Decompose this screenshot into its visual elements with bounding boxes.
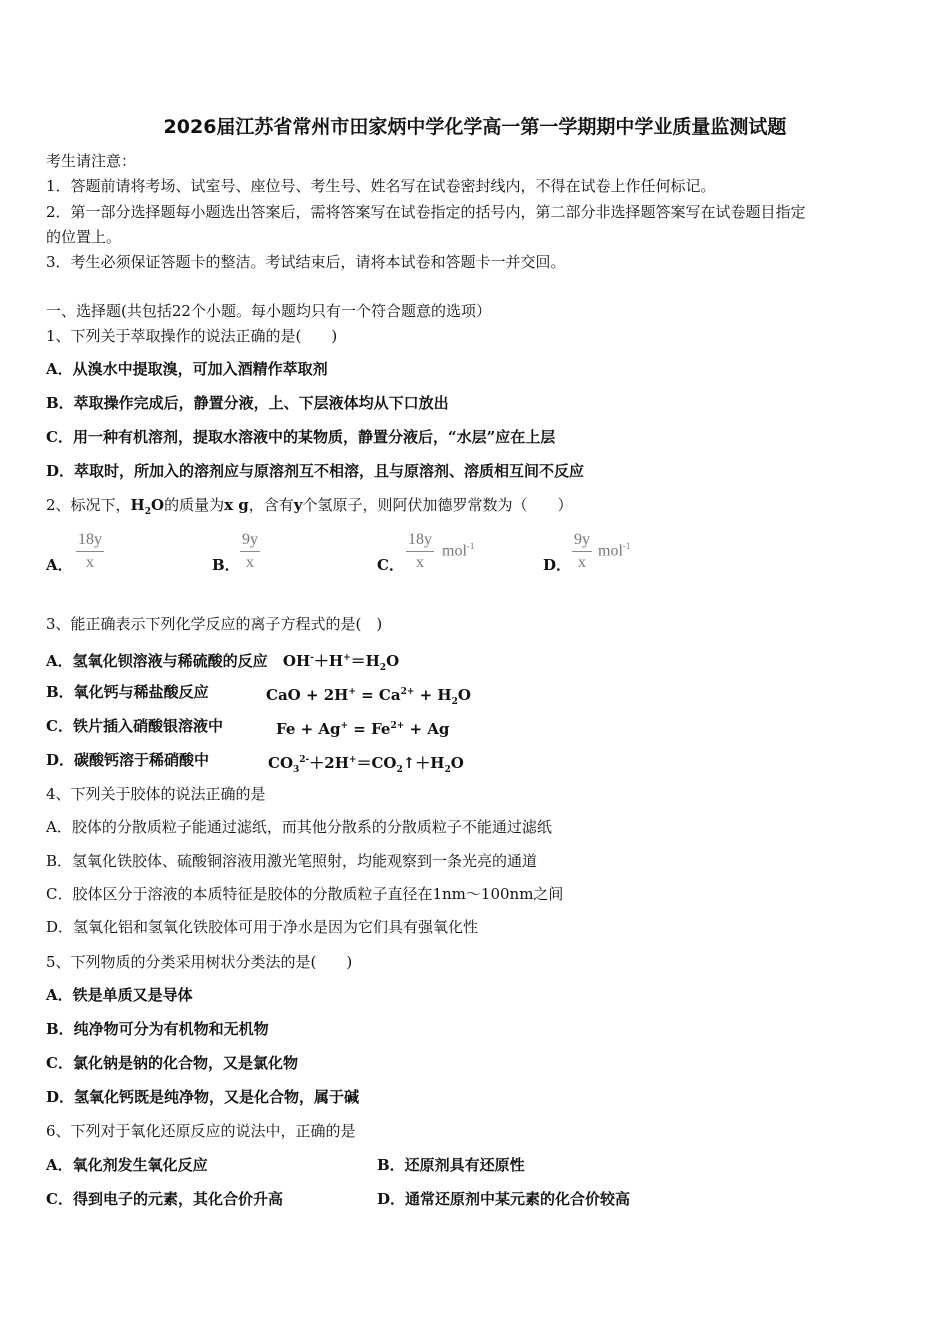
question-5-option-d: D．氢氧化钙既是纯净物，又是化合物，属于碱 bbox=[46, 1088, 360, 1106]
question-1-stem: 1、下列关于萃取操作的说法正确的是( ) bbox=[46, 327, 338, 345]
question-3-option-c: C．铁片插入硝酸银溶液中 bbox=[46, 717, 223, 735]
question-2-option-d-fraction: 9y x bbox=[574, 531, 590, 571]
question-2-option-c-unit: mol$^{-1}$ bbox=[442, 541, 475, 560]
question-2-option-c-label: C． bbox=[377, 556, 404, 574]
notice-item: 3．考生必须保证答题卡的整洁。考试结束后，请将本试卷和答题卡一并交回。 bbox=[46, 253, 566, 271]
question-4-option-a: A．胶体的分散质粒子能通过滤纸，而其他分散系的分散质粒子不能通过滤纸 bbox=[46, 818, 552, 836]
question-4-option-d: D．氢氧化铝和氢氧化铁胶体可用于净水是因为它们具有强氧化性 bbox=[46, 918, 479, 936]
question-2-option-b-fraction: 9y x bbox=[242, 531, 258, 571]
question-2-option-a-fraction: 18y x bbox=[78, 531, 102, 571]
question-5-option-a: A．铁是单质又是导体 bbox=[46, 986, 193, 1004]
notice-item: 1．答题前请将考场、试室号、座位号、考生号、姓名写在试卷密封线内，不得在试卷上作任何标记。 bbox=[46, 177, 716, 195]
question-6-option-a: A．氧化剂发生氧化反应 bbox=[46, 1156, 208, 1174]
question-6-option-b: B．还原剂具有还原性 bbox=[377, 1156, 525, 1174]
question-3-option-d: D．碳酸钙溶于稀硝酸中 bbox=[46, 751, 210, 769]
question-2-option-b-label: B． bbox=[212, 556, 240, 574]
question-5-option-b: B．纯净物可分为有机物和无机物 bbox=[46, 1020, 269, 1038]
question-3-option-d-equation: $CO_3^{2-}+2H^+=CO_2↑+H_2O$ bbox=[268, 754, 464, 775]
question-3-option-a: A．氢氧化钡溶液与稀硫酸的反应 $OH^-+H^+=H_2O$ bbox=[46, 652, 400, 673]
question-5-option-c: C．氯化钠是钠的化合物，又是氯化物 bbox=[46, 1054, 298, 1072]
question-4-stem: 4、下列关于胶体的说法正确的是 bbox=[46, 785, 266, 803]
question-6-option-d: D．通常还原剂中某元素的化合价较高 bbox=[377, 1190, 631, 1208]
section-heading: 一、选择题(共包括22个小题。每小题均只有一个符合题意的选项） bbox=[46, 302, 491, 320]
page-title: 2026届江苏省常州市田家炳中学化学高一第一学期期中学业质量监测试题 bbox=[163, 116, 787, 138]
question-3-option-b-equation: CaO + $2H^+ = Ca^{2+} + H_2O$ bbox=[266, 686, 471, 707]
question-4-option-c: C．胶体区分于溶液的本质特征是胶体的分散质粒子直径在1nm～100nm之间 bbox=[46, 885, 564, 903]
notice-item: 2．第一部分选择题每小题选出答案后，需将答案写在试卷指定的括号内，第二部分非选择题答案写在试卷题目指定 bbox=[46, 203, 806, 221]
question-3-option-c-equation: $Fe + Ag^+ = Fe^{2+} + Ag$ bbox=[276, 720, 450, 738]
question-6-stem: 6、下列对于氧化还原反应的说法中，正确的是 bbox=[46, 1122, 356, 1140]
question-2-option-c-fraction: 18y x bbox=[408, 531, 432, 571]
question-1-option-a: A．从溴水中提取溴，可加入酒精作萃取剂 bbox=[46, 360, 328, 378]
question-6-option-c: C．得到电子的元素，其化合价升高 bbox=[46, 1190, 283, 1208]
notice-item: 的位置上。 bbox=[46, 228, 122, 246]
question-3-stem: 3、能正确表示下列化学反应的离子方程式的是( ) bbox=[46, 615, 383, 633]
question-2-option-d-label: D． bbox=[543, 556, 572, 574]
question-3-option-b: B．氧化钙与稀盐酸反应 bbox=[46, 683, 209, 701]
question-3-option-a-equation: $OH^-+H^+=H_2O$ bbox=[282, 652, 400, 673]
notice-heading: 考生请注意： bbox=[46, 152, 137, 170]
question-1-option-c: C．用一种有机溶剂，提取水溶液中的某物质，静置分液后，“水层”应在上层 bbox=[46, 428, 556, 446]
question-1-option-b: B．萃取操作完成后，静置分液，上、下层液体均从下口放出 bbox=[46, 394, 449, 412]
question-4-option-b: B．氢氧化铁胶体、硫酸铜溶液用激光笔照射，均能观察到一条光亮的通道 bbox=[46, 852, 538, 870]
question-5-stem: 5、下列物质的分类采用树状分类法的是( ) bbox=[46, 953, 353, 971]
question-2-stem: 2、标况下，$H_2O$的质量为x g，含有y个氢原子，则阿伏加德罗常数为（ ） bbox=[46, 496, 573, 517]
question-2-option-a-label: A． bbox=[46, 556, 73, 574]
question-2-option-d-unit: mol$^{-1}$ bbox=[598, 541, 631, 560]
question-1-option-d: D．萃取时，所加入的溶剂应与原溶剂互不相溶，且与原溶剂、溶质相互间不反应 bbox=[46, 462, 585, 480]
